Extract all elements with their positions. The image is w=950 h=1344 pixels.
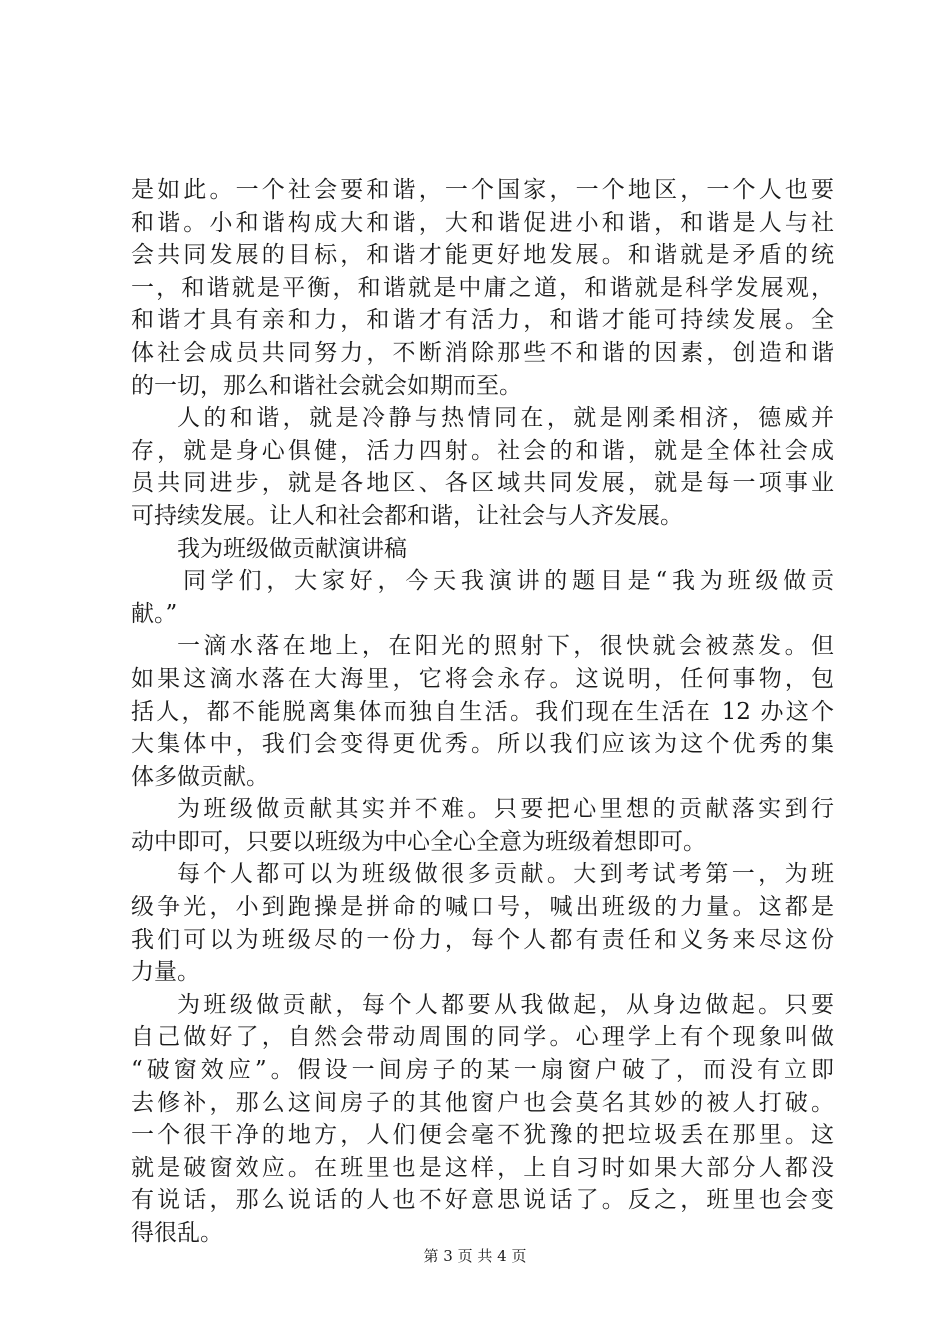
text-line: 和谐。小和谐构成大和谐，大和谐促进小和谐，和谐是人与社 <box>131 209 834 236</box>
text-line: 得很乱。 <box>131 1220 223 1246</box>
text-line: 员共同进步，就是各地区、各区域共同发展，就是每一项事业 <box>131 470 834 497</box>
text-line: 体多做贡献。 <box>131 763 269 790</box>
text-line: 是如此。一个社会要和谐，一个国家，一个地区，一个人也要 <box>131 177 834 203</box>
text-line: 我为班级做贡献演讲稿 <box>177 535 407 562</box>
page-footer: 第 3 页 共 4 页 <box>423 1247 527 1265</box>
text-line: 有说话，那么说话的人也不好意思说话了。反之，班里也会变 <box>131 1187 834 1214</box>
text-line: “破窗效应”。假设一间房子的某一扇窗户破了，而没有立即 <box>131 1057 834 1084</box>
text-line: 献。” <box>131 600 178 627</box>
text-line: 和谐才具有亲和力，和谐才有活力，和谐才能可持续发展。全 <box>131 307 834 334</box>
text-line: 体社会成员共同努力，不断消除那些不和谐的因素，创造和谐 <box>131 339 834 366</box>
text-line: 每个人都可以为班级做很多贡献。大到考试考第一，为班 <box>177 861 834 888</box>
text-line: 一个很干净的地方，人们便会毫不犹豫的把垃圾丢在那里。这 <box>131 1122 834 1149</box>
text-line: 力量。 <box>131 959 200 986</box>
text-line: 我们可以为班级尽的一份力，每个人都有责任和义务来尽这份 <box>131 926 834 953</box>
text-line: 会共同发展的目标，和谐才能更好地发展。和谐就是矛盾的统 <box>131 242 834 269</box>
text-line: 自己做好了，自然会带动周围的同学。心理学上有个现象叫做 <box>131 1024 834 1051</box>
text-line: 动中即可，只要以班级为中心全心全意为班级着想即可。 <box>131 828 706 855</box>
text-line: 如果这滴水落在大海里，它将会永存。这说明，任何事物，包 <box>131 665 834 692</box>
text-line: 可持续发展。让人和社会都和谐，让社会与人齐发展。 <box>131 502 683 529</box>
text-line: 为班级做贡献，每个人都要从我做起，从身边做起。只要 <box>177 991 834 1018</box>
text-line: 同学们，大家好，今天我演讲的题目是“我为班级做贡 <box>183 568 834 595</box>
text-line: 为班级做贡献其实并不难。只要把心里想的贡献落实到行 <box>177 796 834 823</box>
text-line: 的一切，那么和谐社会就会如期而至。 <box>131 372 522 399</box>
document-body <box>131 174 834 1250</box>
text-line: 括人，都不能脱离集体而独自生活。我们现在生活在 12 办这个 <box>131 698 834 725</box>
text-line: 一，和谐就是平衡，和谐就是中庸之道，和谐就是科学发展观， <box>131 274 834 301</box>
text-line: 去修补，那么这间房子的其他窗户也会莫名其妙的被人打破。 <box>131 1089 834 1116</box>
text-line: 大集体中，我们会变得更优秀。所以我们应该为这个优秀的集 <box>131 731 834 758</box>
text-line: 人的和谐，就是冷静与热情同在，就是刚柔相济，德威并 <box>177 405 834 432</box>
text-line: 存，就是身心俱健，活力四射。社会的和谐，就是全体社会成 <box>131 437 834 464</box>
text-line: 级争光，小到跑操是拼命的喊口号，喊出班级的力量。这都是 <box>131 894 834 921</box>
text-line: 就是破窗效应。在班里也是这样，上自习时如果大部分人都没 <box>131 1154 834 1181</box>
text-line: 一滴水落在地上，在阳光的照射下，很快就会被蒸发。但 <box>177 633 834 660</box>
